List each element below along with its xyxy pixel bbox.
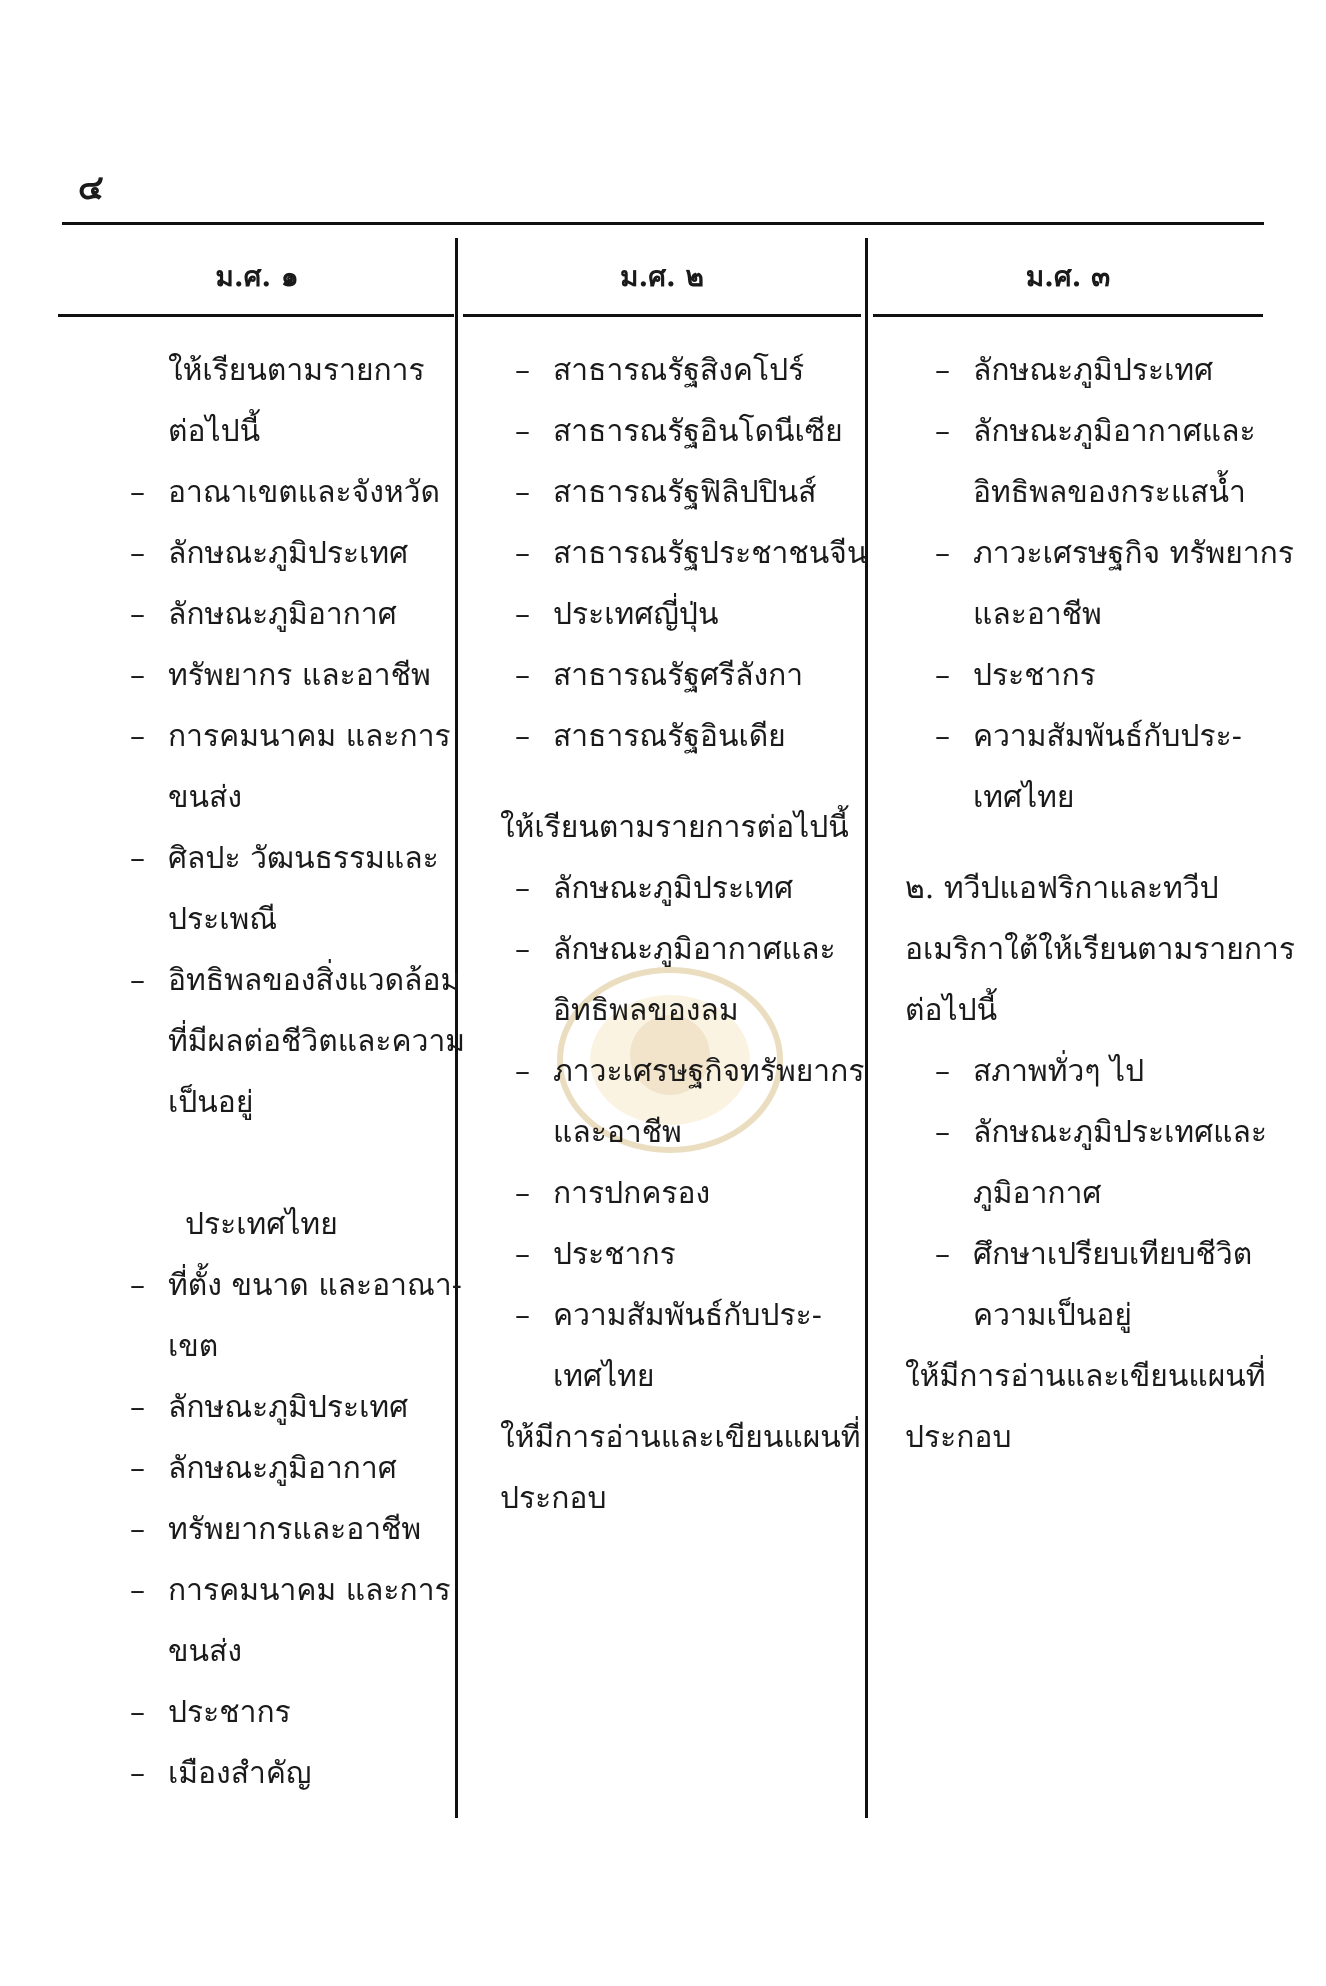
list-item-text: การปกครอง	[553, 1176, 711, 1211]
list-item-text: ภาวะเศรษฐกิจ ทรัพยากร	[973, 536, 1294, 571]
list-item-text: ทรัพยากรและอาชีพ	[168, 1512, 422, 1547]
list-item	[130, 523, 450, 584]
list-item	[935, 645, 1265, 706]
list-item-continuation	[515, 1346, 845, 1407]
list-item-text: อาณาเขตและจังหวัด	[168, 475, 440, 510]
column-1	[130, 340, 466, 1804]
list-item	[515, 1041, 865, 1102]
list-item	[935, 706, 1265, 767]
list-item-text: สาธารณรัฐอินโดนีเซีย	[553, 414, 843, 449]
list-item	[935, 523, 1294, 584]
list-item-continuation	[935, 767, 1265, 828]
list-item	[130, 1255, 462, 1316]
list-item-text: เทศไทย	[973, 780, 1075, 815]
list-item	[130, 1499, 450, 1560]
page-number: ๔	[78, 168, 104, 208]
header-rule-2	[463, 314, 861, 317]
list-item	[515, 858, 845, 919]
list-item	[515, 919, 845, 980]
list-item	[515, 1285, 845, 1346]
bullet-dash: –	[515, 1054, 530, 1089]
list-item	[130, 1682, 450, 1743]
bullet-dash: –	[130, 1390, 145, 1425]
footer-text: ประกอบ	[500, 1481, 607, 1516]
list-item	[130, 462, 450, 523]
list-item-text: อิทธิพลของลม	[553, 993, 739, 1028]
list-item-text: สาธารณรัฐศรีลังกา	[553, 658, 804, 693]
bullet-dash: –	[130, 536, 145, 571]
list-item-text: ประเพณี	[168, 902, 278, 937]
list-item	[935, 340, 1265, 401]
list-item-text: เขต	[168, 1329, 219, 1364]
bullet-dash: –	[935, 1054, 950, 1089]
list-item-text: ประเทศญี่ปุ่น	[553, 597, 719, 632]
bullet-dash: –	[130, 1512, 145, 1547]
bullet-dash: –	[130, 719, 145, 754]
spacer	[905, 828, 1265, 858]
list-item	[130, 1743, 450, 1804]
bullet-dash: –	[935, 1237, 950, 1272]
list-item-continuation	[130, 767, 450, 828]
list-item-text: สาธารณรัฐฟิลิปปินส์	[553, 475, 817, 510]
bullet-dash: –	[935, 414, 950, 449]
header-rule-1	[58, 314, 454, 317]
list-item-text: เป็นอยู่	[168, 1085, 254, 1120]
bullet-dash: –	[935, 658, 950, 693]
list-item-text: ประชากร	[168, 1695, 291, 1730]
list-item	[130, 1560, 450, 1621]
list-item-text: ลักษณะภูมิประเทศ	[553, 871, 794, 906]
list-item-continuation	[130, 1316, 450, 1377]
bullet-dash: –	[515, 658, 530, 693]
list-item-text: ทรัพยากร และอาชีพ	[168, 658, 431, 693]
list-item	[130, 1438, 450, 1499]
bullet-dash: –	[515, 932, 530, 967]
list-item	[130, 645, 450, 706]
list-item	[130, 828, 450, 889]
list-item-text: อิทธิพลของสิ่งแวดล้อม	[168, 963, 461, 998]
list-item-continuation	[130, 1011, 466, 1072]
list-item-continuation	[935, 1285, 1265, 1346]
bullet-dash: –	[130, 1451, 145, 1486]
list-item	[130, 706, 450, 767]
intro-text: ให้เรียนตามรายการต่อไปนี้	[500, 810, 849, 845]
list-item-text: ขนส่ง	[168, 780, 242, 815]
section-title: ประเทศไทย	[185, 1207, 338, 1242]
bullet-dash: –	[515, 1176, 530, 1211]
list-item	[515, 340, 845, 401]
list-item-text: ลักษณะภูมิประเทศ	[168, 1390, 409, 1425]
list-item-text: เทศไทย	[553, 1359, 655, 1394]
bullet-dash: –	[935, 719, 950, 754]
list-item-text: ลักษณะภูมิประเทศ	[168, 536, 409, 571]
column-header-3: ม.ศ. ๓	[1025, 260, 1111, 293]
bullet-dash: –	[935, 536, 950, 571]
list-item-continuation	[935, 584, 1265, 645]
list-item	[515, 523, 868, 584]
footer-text: ให้มีการอ่านและเขียนแผนที่	[500, 1420, 861, 1455]
list-item-continuation	[130, 1072, 450, 1133]
bullet-dash: –	[130, 475, 145, 510]
list-item-text: ลักษณะภูมิประเทศ	[973, 353, 1214, 388]
bullet-dash: –	[515, 353, 530, 388]
list-item	[935, 1041, 1265, 1102]
intro-text: ให้เรียนตามรายการ	[168, 353, 425, 388]
footer-text: ให้มีการอ่านและเขียนแผนที่	[905, 1359, 1266, 1394]
list-item	[130, 1377, 450, 1438]
footer-text: ประกอบ	[905, 1420, 1012, 1455]
list-item-continuation	[130, 889, 450, 950]
spacer	[500, 767, 845, 797]
list-item	[130, 950, 461, 1011]
bullet-dash: –	[515, 1298, 530, 1333]
list-item-text: ศิลปะ วัฒนธรรมและ	[168, 841, 439, 876]
list-item-text: ลักษณะภูมิอากาศและ	[553, 932, 836, 967]
list-item	[935, 1102, 1265, 1163]
column-divider-2	[865, 238, 868, 1818]
column-2	[500, 340, 868, 1529]
list-item-continuation	[515, 980, 845, 1041]
spacer	[130, 1133, 450, 1194]
list-item-text: ภูมิอากาศ	[973, 1176, 1102, 1211]
bullet-dash: –	[515, 871, 530, 906]
list-item	[515, 401, 845, 462]
bullet-dash: –	[515, 597, 530, 632]
bullet-dash: –	[130, 1756, 145, 1791]
list-item-text: ลักษณะภูมิอากาศ	[168, 597, 397, 632]
list-item-text: และอาชีพ	[553, 1115, 682, 1150]
bullet-dash: –	[130, 1573, 145, 1608]
section-text: ๒. ทวีปแอฟริกาและทวีป	[905, 871, 1219, 906]
bullet-dash: –	[130, 963, 145, 998]
bullet-dash: –	[130, 597, 145, 632]
list-item-text: และอาชีพ	[973, 597, 1102, 632]
bullet-dash: –	[130, 1695, 145, 1730]
list-item-continuation	[515, 1102, 845, 1163]
column-header-2: ม.ศ. ๒	[620, 260, 704, 293]
list-item-text: สภาพทั่วๆ ไป	[973, 1054, 1145, 1089]
list-item	[130, 584, 450, 645]
list-item-text: ประชากร	[973, 658, 1096, 693]
bullet-dash: –	[515, 414, 530, 449]
list-item-text: สาธารณรัฐอินเดีย	[553, 719, 786, 754]
list-item-continuation	[130, 1621, 450, 1682]
list-item-text: สาธารณรัฐสิงคโปร์	[553, 353, 805, 388]
list-item	[515, 645, 845, 706]
column-3	[905, 340, 1295, 1468]
list-item-text: ลักษณะภูมิอากาศและ	[973, 414, 1256, 449]
list-item	[515, 1224, 845, 1285]
list-item-text: ความสัมพันธ์กับประ-	[973, 719, 1242, 754]
list-item-text: ที่มีผลต่อชีวิตและความ	[168, 1024, 466, 1059]
intro-text: ต่อไปนี้	[168, 414, 261, 449]
bullet-dash: –	[935, 353, 950, 388]
list-item-text: ความสัมพันธ์กับประ-	[553, 1298, 822, 1333]
list-item	[935, 401, 1265, 462]
list-item-text: สาธารณรัฐประชาชนจีน	[553, 536, 868, 571]
top-rule	[62, 222, 1264, 225]
section-text: อเมริกาใต้ให้เรียนตามรายการ	[905, 932, 1295, 967]
bullet-dash: –	[130, 841, 145, 876]
bullet-dash: –	[130, 658, 145, 693]
list-item-text: เมืองสำคัญ	[168, 1756, 312, 1791]
list-item-continuation	[935, 462, 1265, 523]
list-item-text: การคมนาคม และการ	[168, 719, 451, 754]
list-item-text: ที่ตั้ง ขนาด และอาณา-	[168, 1268, 462, 1303]
list-item-text: อิทธิพลของกระแสน้ำ	[973, 475, 1246, 510]
section-text: ต่อไปนี้	[905, 993, 998, 1028]
list-item-text: ศึกษาเปรียบเทียบชีวิต	[973, 1237, 1253, 1272]
list-item	[515, 462, 845, 523]
bullet-dash: –	[515, 475, 530, 510]
list-item-text: ลักษณะภูมิอากาศ	[168, 1451, 397, 1486]
bullet-dash: –	[130, 1268, 145, 1303]
list-item-text: ประชากร	[553, 1237, 676, 1272]
bullet-dash: –	[515, 719, 530, 754]
list-item	[515, 1163, 845, 1224]
column-header-1: ม.ศ. ๑	[215, 260, 299, 293]
bullet-dash: –	[515, 1237, 530, 1272]
list-item	[515, 706, 845, 767]
bullet-dash: –	[515, 536, 530, 571]
list-item	[515, 584, 845, 645]
list-item	[935, 1224, 1265, 1285]
list-item-text: การคมนาคม และการ	[168, 1573, 451, 1608]
list-item-text: ลักษณะภูมิประเทศและ	[973, 1115, 1267, 1150]
bullet-dash: –	[935, 1115, 950, 1150]
list-item-text: ภาวะเศรษฐกิจทรัพยากร	[553, 1054, 865, 1089]
list-item-text: ความเป็นอยู่	[973, 1298, 1132, 1333]
list-item-continuation	[935, 1163, 1265, 1224]
list-item-text: ขนส่ง	[168, 1634, 242, 1669]
header-rule-3	[873, 314, 1263, 317]
